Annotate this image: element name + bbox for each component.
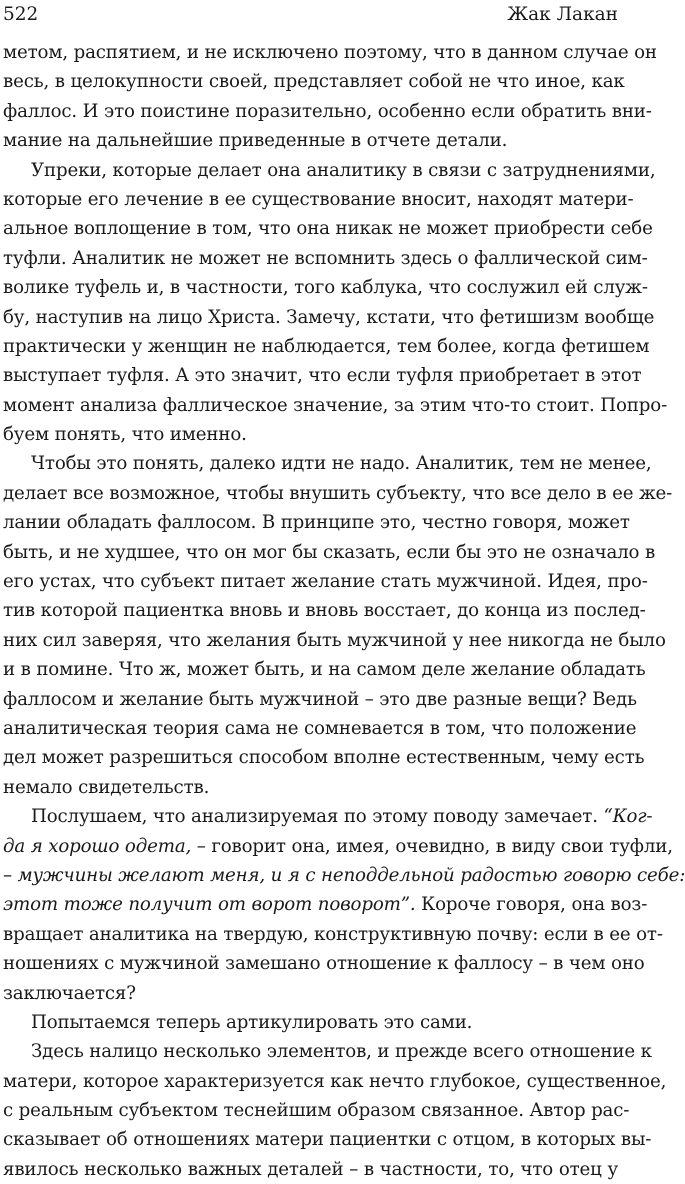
text-line: фаллосом и желание быть мужчиной – это две разные вещи? Ведь: [3, 688, 637, 710]
text-line: альное воплощение в том, что она никак не может приобрести себе: [3, 218, 653, 240]
text-line: Упреки, которые делает она аналитику в связи с затруднениями,: [31, 159, 656, 181]
text-line: которые его лечение в ее существование вносит, находят матери-: [3, 188, 634, 210]
text-line: явилось несколько важных деталей – в частности, то, что отец у: [3, 1158, 618, 1180]
text-line: Чтобы это понять, далеко идти не надо. Аналитик, тем не менее,: [31, 453, 652, 475]
text-line: аналитическая теория сама не сомневается в том, что положение: [3, 717, 637, 739]
text-line: да я хорошо одета, – говорит она, имея, очевидно, в виду свои туфли,: [3, 835, 673, 857]
text-line: момент анализа фаллическое значение, за этим что-то стоит. Попро-: [3, 394, 668, 416]
text-line: Попытаемся теперь артикулировать это сами.: [31, 1011, 473, 1033]
text-line: тив которой пациентка вновь и вновь восстает, до конца из послед-: [3, 600, 646, 622]
page-header: [3, 2, 618, 28]
text-line: [3, 861, 685, 890]
text-line: бу, наступив на лицо Христа. Замечу, кстати, что фетишизм вообще: [3, 306, 655, 328]
text-line: делает все возможное, чтобы внушить субъекту, что все дело в ее же-: [3, 482, 673, 504]
text-line: Здесь налицо несколько элементов, и прежде всего отношение к: [31, 1041, 652, 1063]
quote-italic: этот тоже получит от ворот поворот”.: [3, 894, 416, 916]
text-line: Послушаем, что анализируемая по этому поводу замечает. “Ког-: [31, 806, 653, 828]
text-line: практически у женщин не наблюдается, тем более, когда фетишем: [3, 335, 650, 357]
text-line: фаллос. И это поистине поразительно, особенно если обратить вни-: [3, 100, 652, 122]
text-line: и в помине. Что ж, может быть, и на самом деле желание обладать: [3, 659, 646, 681]
text-line: быть, и не худшее, что он мог бы сказать, если бы это не означало в: [3, 541, 656, 563]
text-line: сказывает об отношениях матери пациентки с отцом, в которых вы-: [3, 1129, 652, 1151]
text-line: дел может разрешиться способом вполне естественным, чему есть: [3, 747, 645, 769]
text-line: волике туфель и, в частности, того каблука, что сослужил ей служ-: [3, 277, 648, 299]
quote-italic: “Ког-: [603, 806, 653, 828]
text-line: его устах, что субъект питает желание стать мужчиной. Идея, про-: [3, 571, 648, 593]
text-line: лании обладать фаллосом. В принципе это, честно говоря, может: [3, 512, 630, 534]
text-line: немало свидетельств.: [3, 776, 210, 798]
text-line: с реальным субъектом теснейшим образом связанное. Автор рас-: [3, 1100, 630, 1122]
text-line: матери, которое характеризуется как нечто глубокое, существенное,: [3, 1070, 667, 1092]
body-text: [3, 38, 685, 1184]
page-number: 522: [3, 4, 39, 25]
running-title: Жак Лакан: [507, 4, 618, 25]
text-line: заключается?: [3, 982, 136, 1004]
text-line: них сил заверяя, что желания быть мужчиной у нее никогда не было: [3, 629, 666, 651]
text-line: вращает аналитика на твердую, конструктивную почву: если в ее от-: [3, 923, 663, 945]
text-line: этот тоже получит от ворот поворот”. Короче говоря, она воз-: [3, 894, 648, 916]
text-line: выступает туфля. А это значит, что если туфля приобретает в этот: [3, 365, 642, 387]
quote-italic: – мужчины желают меня, и я с неподдельной радостью говорю себе:: [3, 864, 685, 886]
text-line: ношениях с мужчиной замешано отношение к фаллосу – в чем оно: [3, 953, 645, 975]
text-line: туфли. Аналитик не может не вспомнить здесь о фаллической сим-: [3, 247, 648, 269]
text-line: метом, распятием, и не исключено поэтому, что в данном случае он: [3, 42, 657, 63]
text-line: весь, в целокупности своей, представляет собой не что иное, как: [3, 71, 625, 93]
text-line: буем понять, что именно.: [3, 424, 247, 446]
text-line: мание на дальнейшие приведенные в отчете детали.: [3, 130, 508, 152]
quote-italic: да я хорошо одета,: [3, 835, 192, 857]
